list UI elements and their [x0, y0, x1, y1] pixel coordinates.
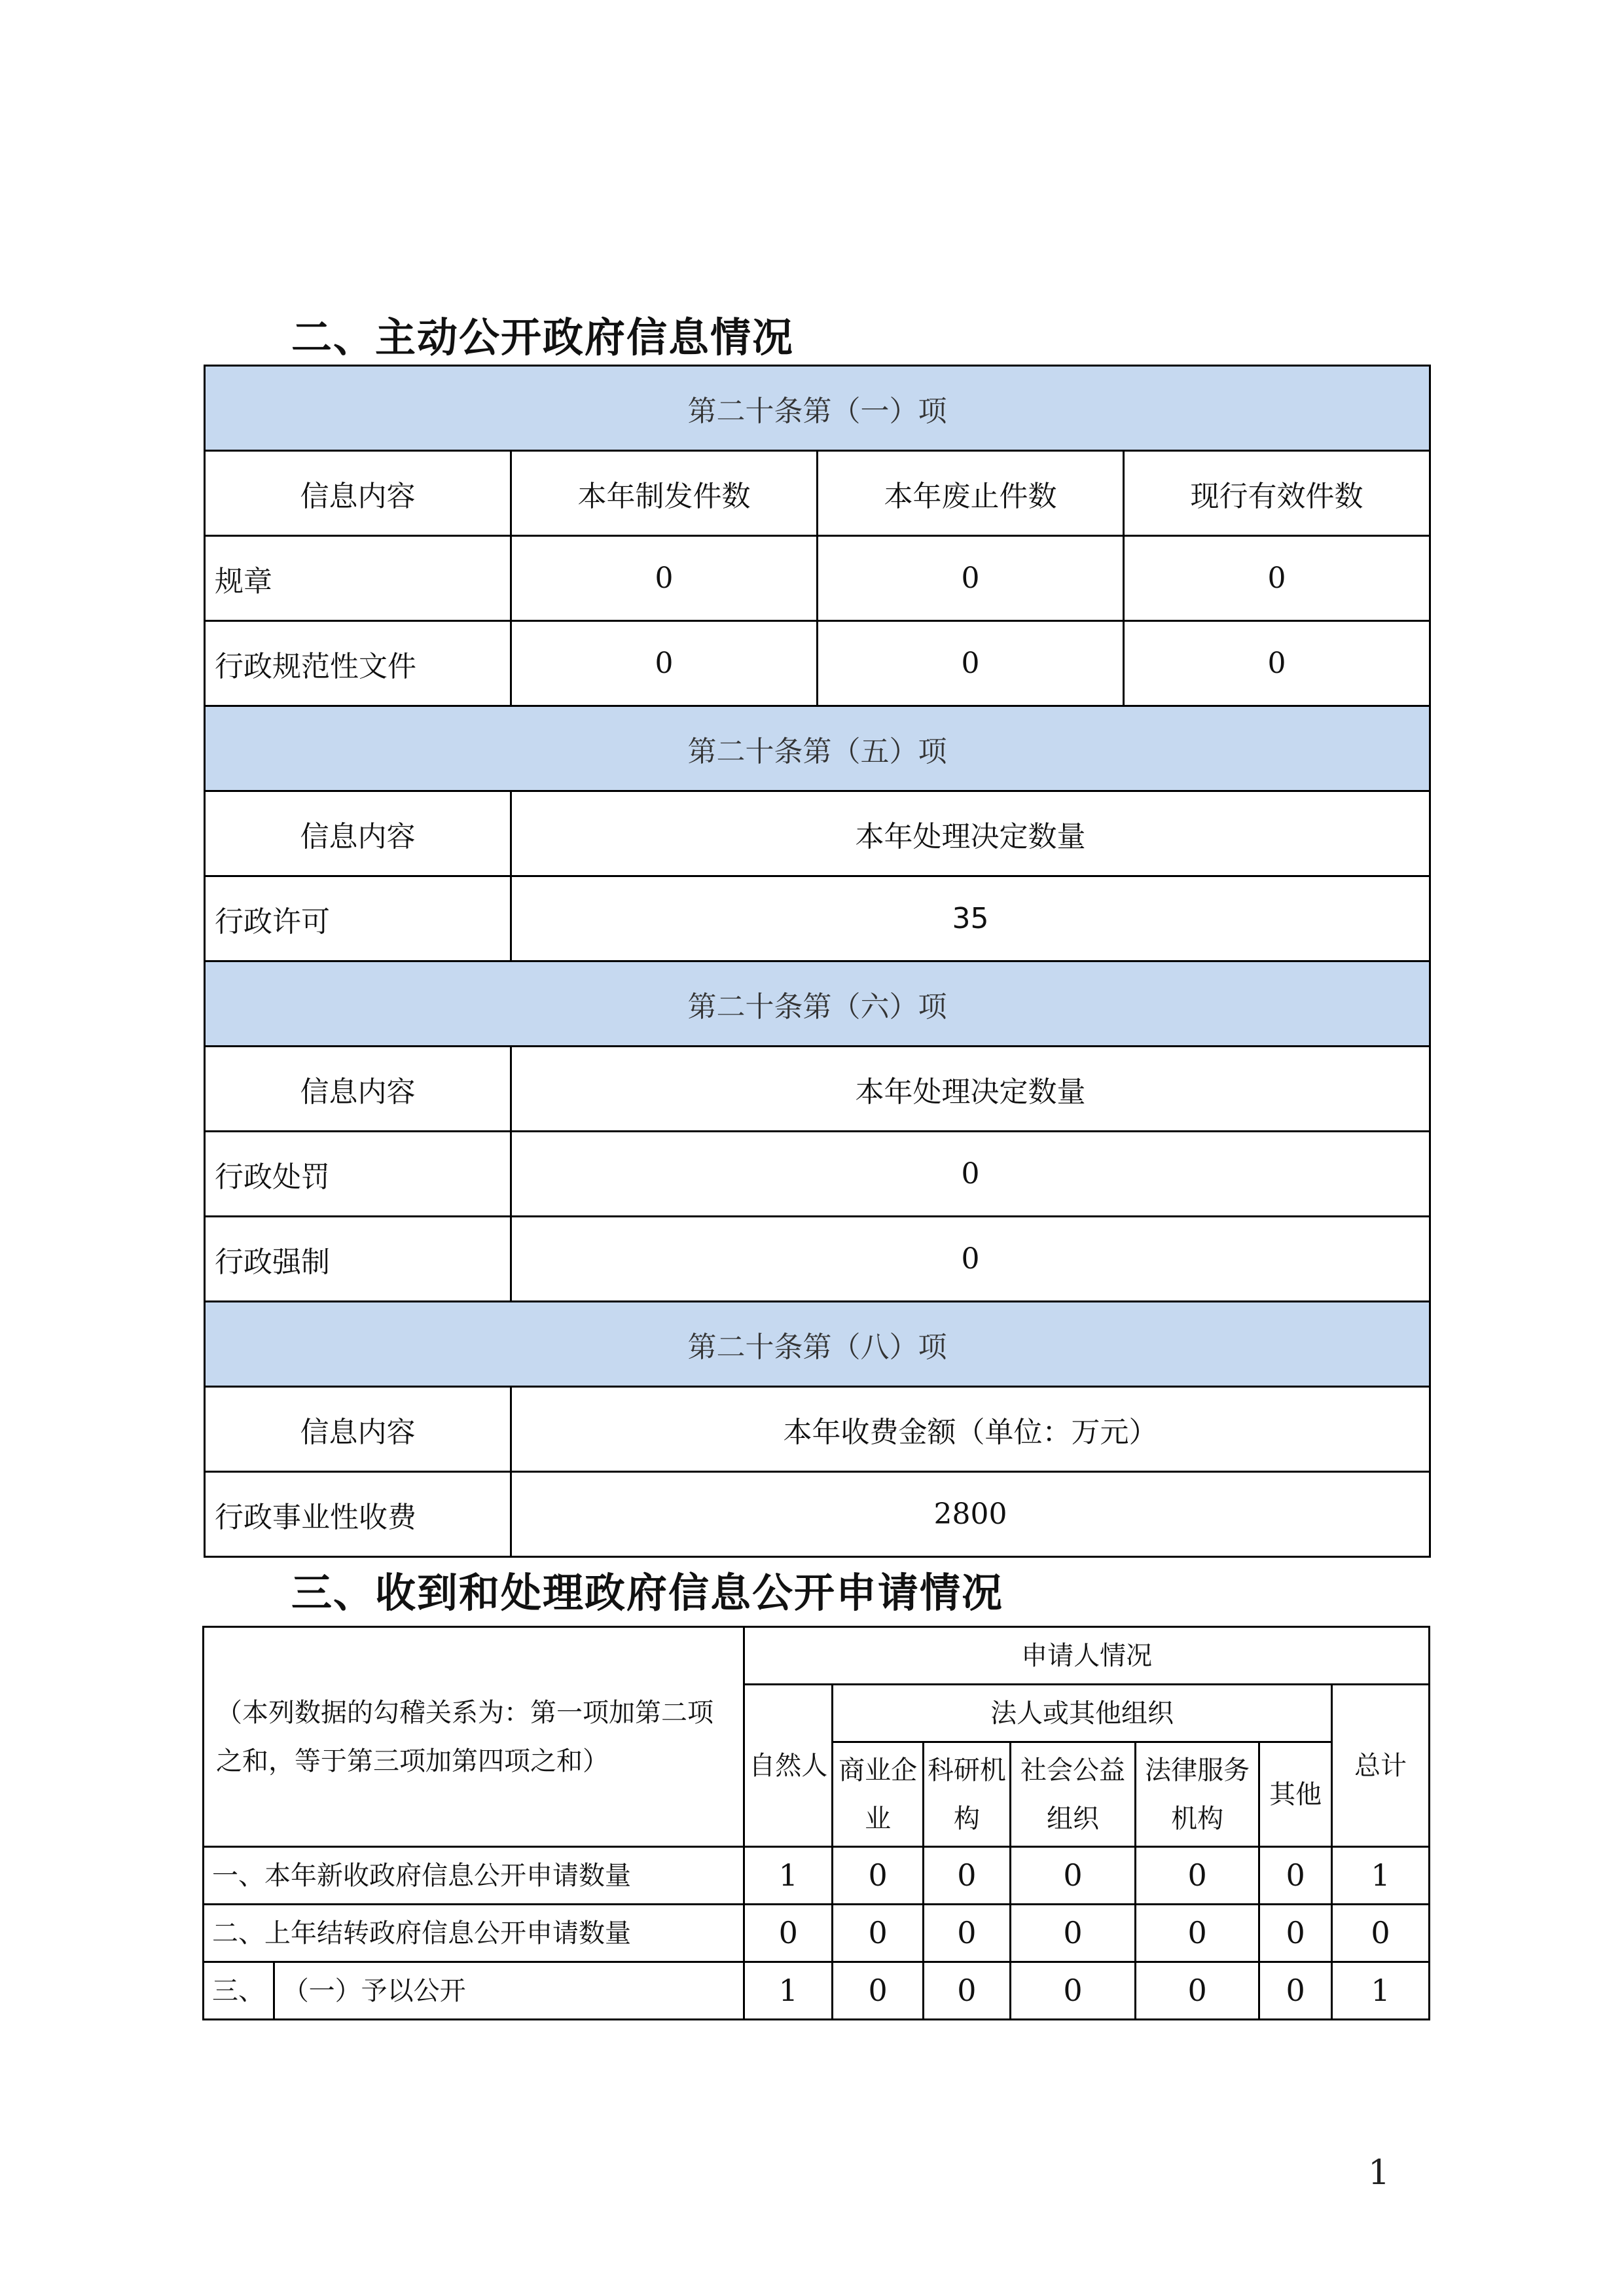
sub-column-header: 其他 — [1259, 1742, 1332, 1847]
row-label: 行政许可 — [205, 876, 511, 961]
column-header: 信息内容 — [205, 791, 511, 876]
legal-group-header: 法人或其他组织 — [833, 1685, 1332, 1742]
row-label: 行政规范性文件 — [205, 621, 511, 706]
column-header: 本年制发件数 — [511, 451, 818, 536]
cell-value: 0 — [924, 1847, 1011, 1905]
item8-header: 第二十条第（八）项 — [205, 1302, 1430, 1387]
page-number: 1 — [1368, 2153, 1390, 2193]
cell-value: 0 — [924, 1962, 1011, 2020]
row-label: 行政强制 — [205, 1217, 511, 1302]
column-header: 本年废止件数 — [818, 451, 1124, 536]
cell-value: 0 — [833, 1905, 924, 1962]
table-row — [205, 876, 1430, 961]
cell-value: 0 — [1259, 1905, 1332, 1962]
application-table — [202, 1626, 1430, 2020]
cell-value: 35 — [511, 876, 1430, 961]
table-row — [204, 1962, 1430, 2020]
proactive-disclosure-table — [204, 365, 1431, 1558]
item6-header: 第二十条第（六）项 — [205, 961, 1430, 1047]
cell-value: 0 — [1124, 536, 1430, 621]
sub-column-header: 法律服务机构 — [1136, 1742, 1259, 1847]
table-row — [204, 1905, 1430, 1962]
row-label: 行政事业性收费 — [205, 1472, 511, 1557]
sub-column-header: 科研机构 — [924, 1742, 1011, 1847]
row-label: 一、本年新收政府信息公开申请数量 — [204, 1847, 744, 1905]
cell-value: 0 — [818, 536, 1124, 621]
cell-value: 0 — [511, 536, 818, 621]
table-row — [205, 1217, 1430, 1302]
table-row — [205, 621, 1430, 706]
column-header: 信息内容 — [205, 451, 511, 536]
cell-value: 0 — [1010, 1905, 1135, 1962]
row-label: 行政处罚 — [205, 1132, 511, 1217]
total-header: 总计 — [1331, 1685, 1429, 1847]
cell-value: 0 — [833, 1847, 924, 1905]
column-header: 信息内容 — [205, 1387, 511, 1472]
cell-value: 0 — [1136, 1962, 1259, 2020]
item5-header: 第二十条第（五）项 — [205, 706, 1430, 791]
cell-value: 0 — [744, 1905, 833, 1962]
cell-value: 1 — [1331, 1962, 1429, 2020]
column-header: 本年收费金额（单位：万元） — [511, 1387, 1430, 1472]
cell-value: 0 — [833, 1962, 924, 2020]
cell-value: 0 — [1259, 1847, 1332, 1905]
row-label: 二、上年结转政府信息公开申请数量 — [204, 1905, 744, 1962]
cell-value: 0 — [1136, 1847, 1259, 1905]
cell-value: 0 — [1331, 1905, 1429, 1962]
natural-person-header: 自然人 — [744, 1685, 833, 1847]
cell-value: 2800 — [511, 1472, 1430, 1557]
table-row — [205, 1472, 1430, 1557]
section2-title: 二、主动公开政府信息情况 — [291, 314, 795, 361]
section3-title: 三、收到和处理政府信息公开申请情况 — [291, 1569, 1004, 1617]
cell-value: 0 — [1010, 1962, 1135, 2020]
cell-value: 0 — [511, 621, 818, 706]
cell-value: 0 — [1124, 621, 1430, 706]
cell-value: 1 — [744, 1847, 833, 1905]
table-row — [205, 1132, 1430, 1217]
cell-value: 0 — [1259, 1962, 1332, 2020]
cell-value: 0 — [1010, 1847, 1135, 1905]
cell-value: 0 — [1136, 1905, 1259, 1962]
column-header: 信息内容 — [205, 1047, 511, 1132]
column-header: 现行有效件数 — [1124, 451, 1430, 536]
column-header: 本年处理决定数量 — [511, 791, 1430, 876]
sub-column-header: 社会公益组织 — [1010, 1742, 1135, 1847]
table-row — [204, 1847, 1430, 1905]
row-prefix: 三、 — [204, 1962, 274, 2020]
cell-value: 0 — [818, 621, 1124, 706]
consistency-note: （本列数据的勾稽关系为：第一项加第二项之和，等于第三项加第四项之和） — [204, 1627, 744, 1847]
table-row — [205, 536, 1430, 621]
row-label: （一）予以公开 — [274, 1962, 744, 2020]
cell-value: 1 — [1331, 1847, 1429, 1905]
sub-column-header: 商业企业 — [833, 1742, 924, 1847]
applicant-header: 申请人情况 — [744, 1627, 1430, 1685]
cell-value: 0 — [511, 1132, 1430, 1217]
cell-value: 0 — [924, 1905, 1011, 1962]
cell-value: 0 — [511, 1217, 1430, 1302]
column-header: 本年处理决定数量 — [511, 1047, 1430, 1132]
cell-value: 1 — [744, 1962, 833, 2020]
item1-header: 第二十条第（一）项 — [205, 366, 1430, 451]
row-label: 规章 — [205, 536, 511, 621]
